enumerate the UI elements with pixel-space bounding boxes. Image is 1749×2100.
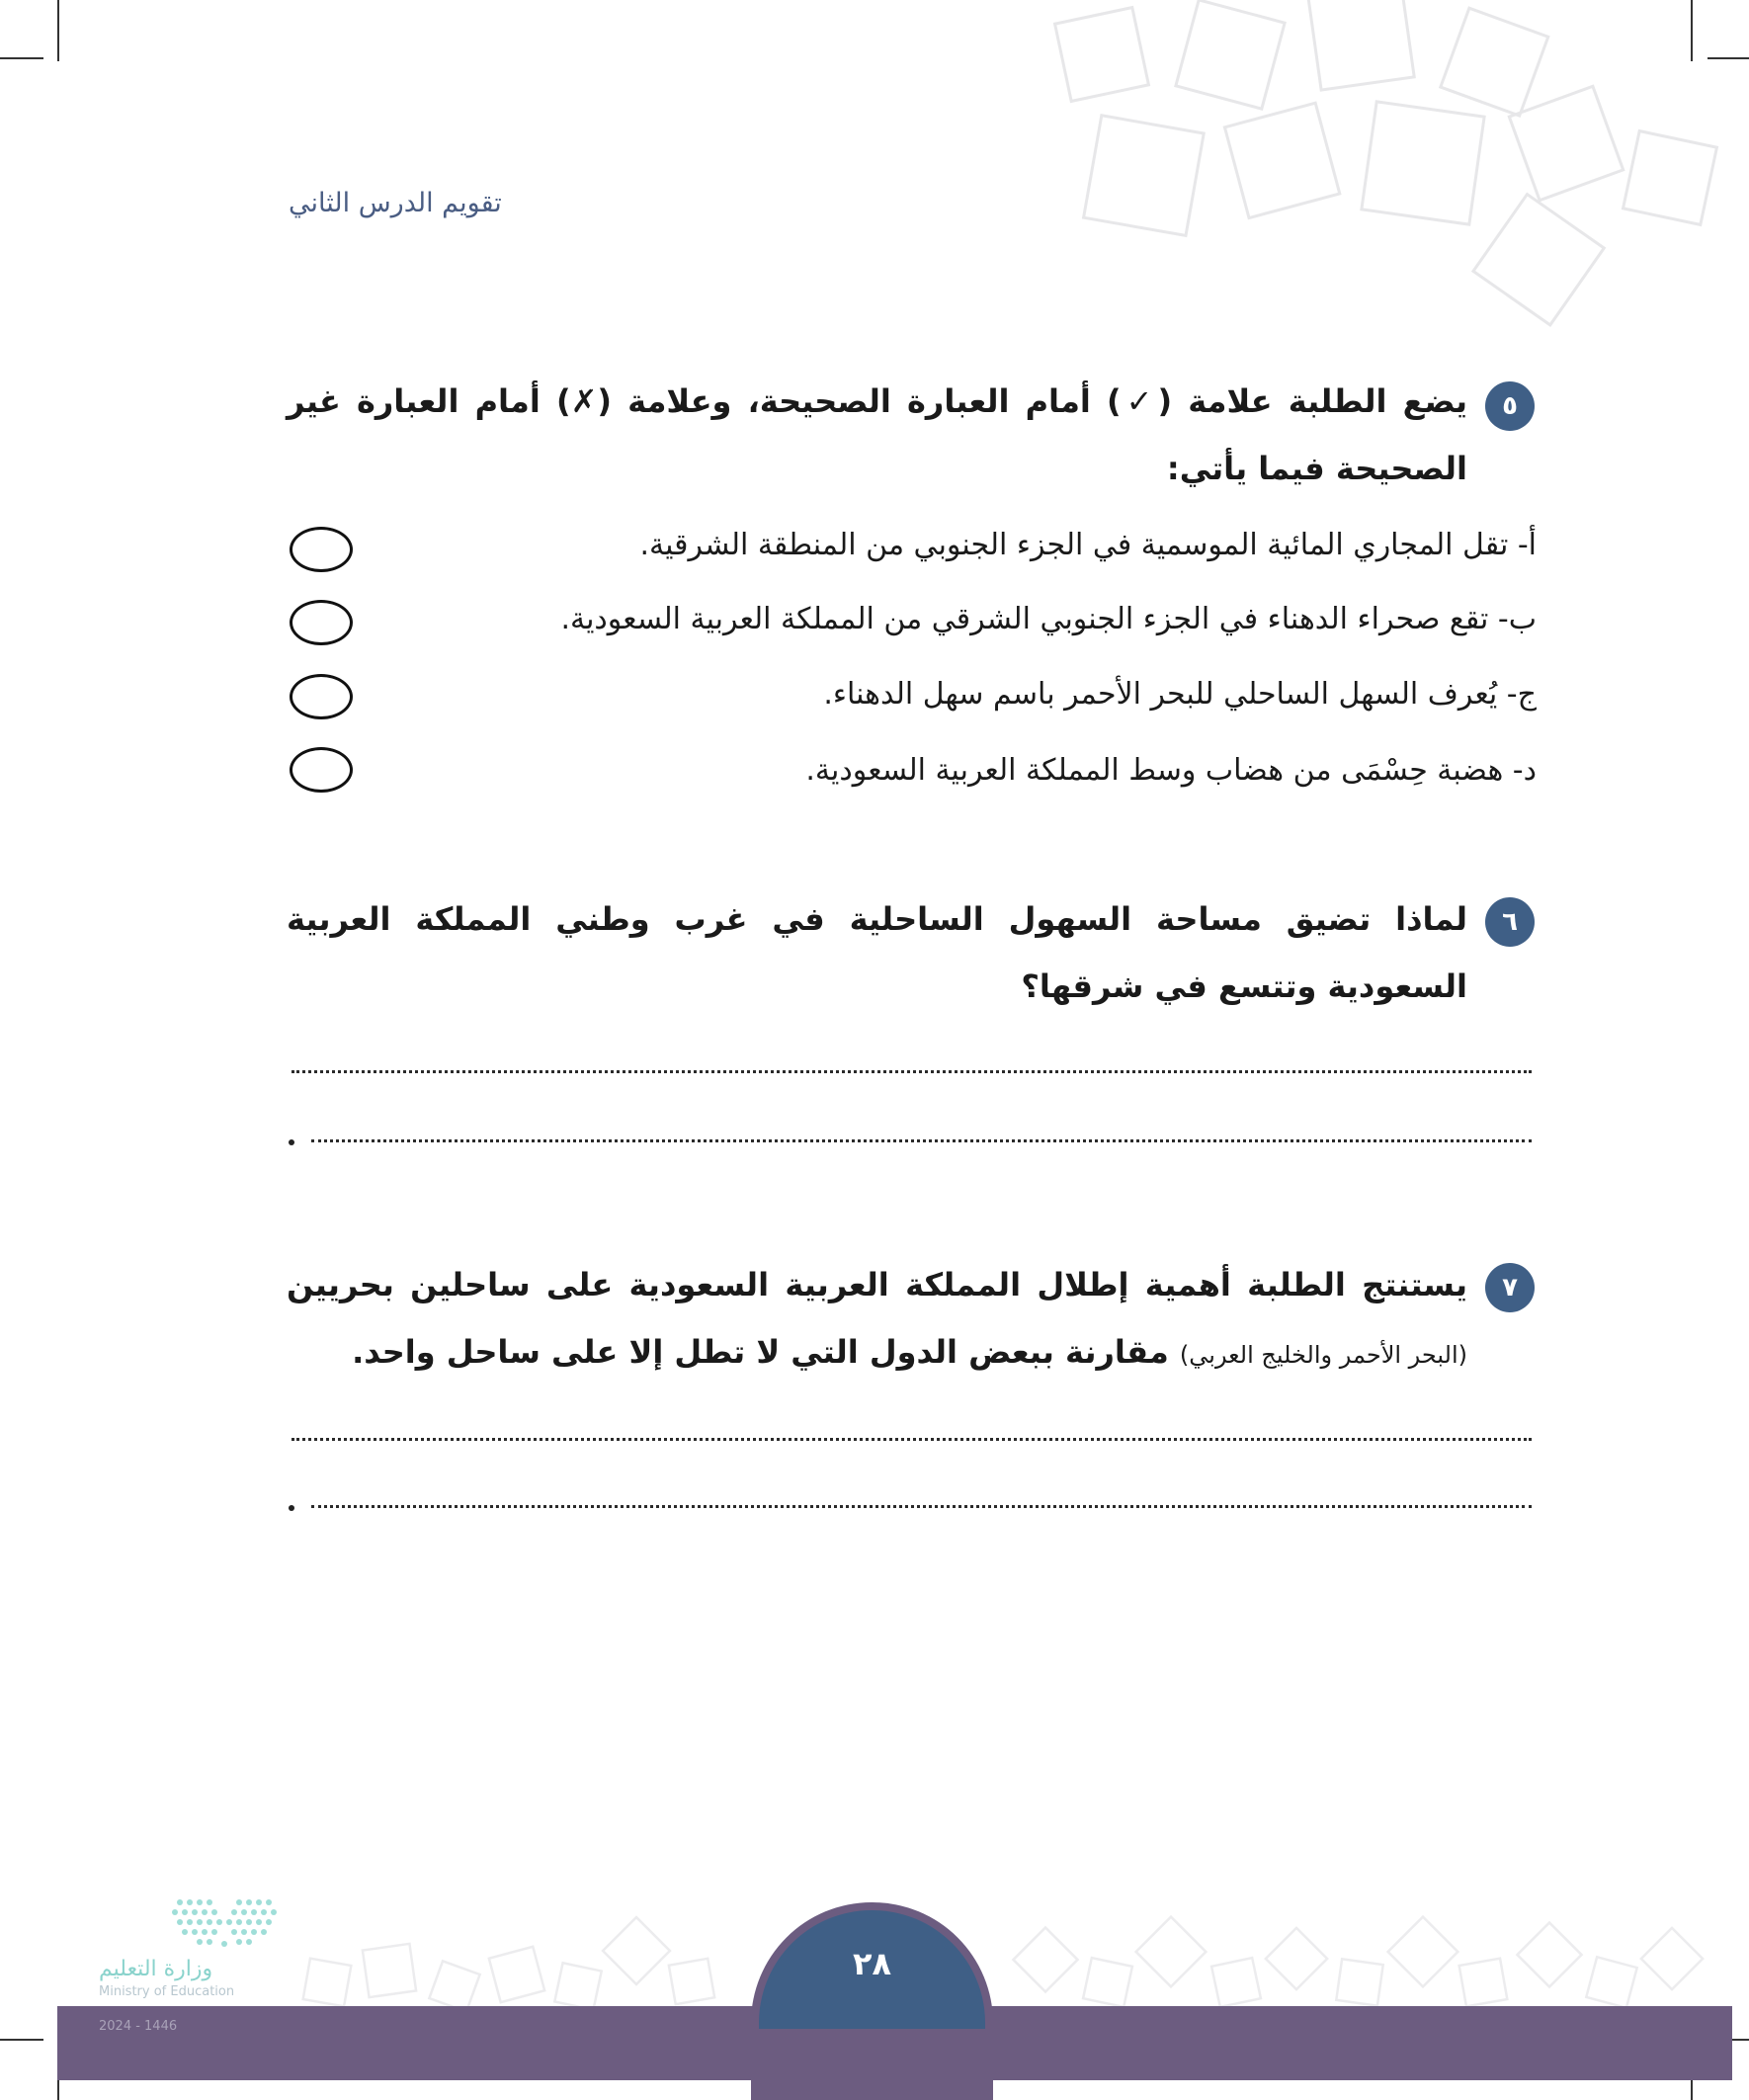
question-6-prompt: لماذا تضيق مساحة السهول الساحلية في غرب وطني المملكة العربية السعودية وتتسع في شرقها؟ [287,900,1467,1005]
answer-line[interactable] [292,1070,1532,1073]
statement-a: أ- تقل المجاري المائية الموسمية في الجزء الجنوبي من المنطقة الشرقية. [639,528,1537,562]
question-7-prompt-end: مقارنة ببعض الدول التي لا تطل إلا على ساحل واحد. [352,1333,1169,1371]
crop-mark [0,2039,43,2041]
answer-line[interactable] [311,1139,1532,1142]
statement-b: ب- تقع صحراء الدهناء في الجزء الجنوبي الشرقي من المملكة العربية السعودية. [560,602,1537,636]
answer-oval-b[interactable] [290,600,353,645]
crop-mark [1707,57,1749,59]
crop-mark [57,0,59,61]
line-end-dot [289,1139,294,1145]
edition-year: 2024 - 1446 [99,2019,178,2034]
answer-oval-a[interactable] [290,527,353,572]
answer-oval-c[interactable] [290,674,353,719]
crop-mark [1691,0,1693,61]
lesson-title: تقويم الدرس الثاني [289,188,502,218]
statement-c: ج- يُعرف السهل الساحلي للبحر الأحمر باسم سهل الدهناء. [823,677,1537,712]
answer-oval-d[interactable] [290,747,353,793]
question-number-badge: ٥ [1485,381,1535,431]
statement-d: د- هضبة حِسْمَى من هضاب وسط المملكة العربية السعودية. [805,753,1537,788]
question-7-prompt-note: (البحر الأحمر والخليج العربي) [1179,1341,1467,1369]
crop-mark [0,57,43,59]
question-number-badge: ٧ [1485,1263,1535,1312]
ministry-name-ar: وزارة التعليم [99,1957,213,1981]
question-7-prompt [287,1251,1467,1388]
answer-line[interactable] [292,1438,1532,1441]
line-end-dot [289,1505,294,1511]
question-7-prompt-main: يستنتج الطلبة أهمية إطلال المملكة العربية السعودية على ساحلين بحريين [287,1266,1467,1303]
question-5-prompt: يضع الطلبة علامة (✓) أمام العبارة الصحيحة، وعلامة (✗) أمام العبارة غير الصحيحة فيما يأتي: [287,382,1467,487]
question-number-badge: ٦ [1485,897,1535,947]
answer-line[interactable] [311,1505,1532,1508]
page-number: ٢٨ [852,1945,892,1982]
ministry-name-en: Ministry of Education [99,1984,235,1999]
